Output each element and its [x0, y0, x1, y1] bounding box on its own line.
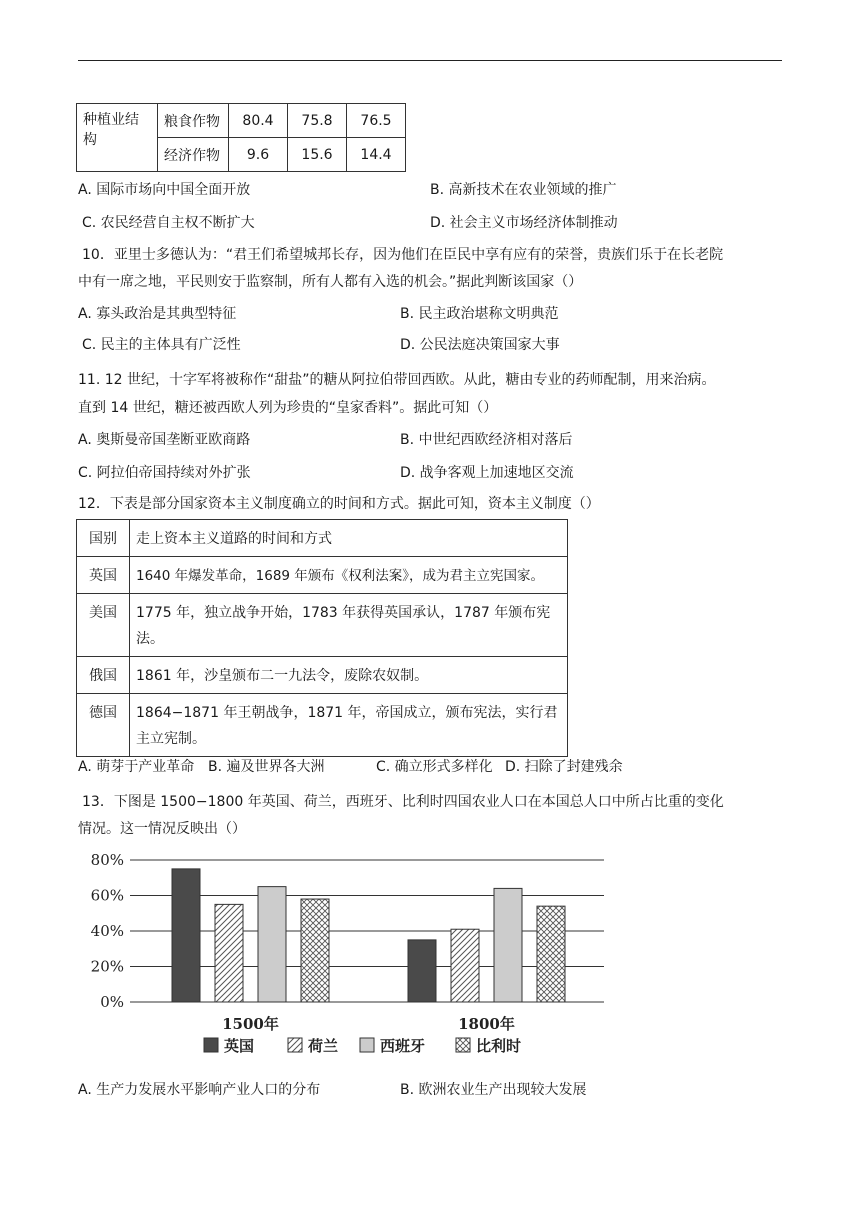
table-cell: 14.4: [347, 138, 406, 172]
table-cell: 9.6: [229, 138, 288, 172]
bar-西班牙-1800年: [494, 888, 522, 1002]
legend-label: 英国: [224, 1037, 255, 1055]
agricultural-population-chart: [76, 842, 636, 1072]
q12-option-b[interactable]: B. 遍及世界各大洲: [208, 759, 325, 775]
q11-option-c[interactable]: C. 阿拉伯帝国持续对外扩张: [78, 465, 251, 481]
bar-英国-1500年: [172, 869, 200, 1002]
y-tick-label: 0%: [100, 993, 124, 1011]
y-tick-label: 20%: [90, 957, 124, 976]
q10-option-c[interactable]: C. 民主的主体具有广泛性: [82, 337, 241, 353]
legend-label: 比利时: [476, 1037, 522, 1055]
q12-option-a[interactable]: A. 萌芽于产业革命: [78, 759, 195, 775]
table-row: [77, 657, 568, 694]
table-cell-desc: 1864−1871 年王朝战争，1871 年，帝国成立，颁布宪法，实行君主立宪制。: [130, 694, 568, 757]
table-row: [77, 694, 568, 757]
table-cell: 15.6: [288, 138, 347, 172]
table-cell-desc: 1861 年，沙皇颁布二一九法令，废除农奴制。: [130, 657, 568, 694]
q11-option-b[interactable]: B. 中世纪西欧经济相对落后: [400, 432, 573, 448]
table-head-cell: 种植业结构: [77, 104, 158, 172]
q12-option-d[interactable]: D. 扫除了封建残余: [505, 759, 623, 775]
q13-option-a[interactable]: A. 生产力发展水平影响产业人口的分布: [78, 1082, 321, 1098]
capitalism-table: [76, 519, 568, 757]
legend-swatch: [456, 1038, 470, 1052]
table-cell-country: 美国: [77, 594, 130, 657]
q9-option-b[interactable]: B. 高新技术在农业领域的推广: [430, 182, 617, 198]
table-cell: 76.5: [347, 104, 406, 138]
table-cell: 75.8: [288, 104, 347, 138]
table-cell-desc: 1775 年，独立战争开始，1783 年获得英国承认，1787 年颁布宪法。: [130, 594, 568, 657]
q12-stem: 12．下表是部分国家资本主义制度确立的时间和方式。据此可知，资本主义制度（）: [78, 496, 600, 512]
table-header-desc: 走上资本主义道路的时间和方式: [130, 520, 568, 557]
q10-stem-line2: 中有一席之地，平民则安于监察制，所有人都有入选的机会。”据此判断该国家（）: [78, 274, 583, 290]
legend-label: 西班牙: [380, 1037, 426, 1055]
q11-stem-line1: 11. 12 世纪，十字军将被称作“甜盐”的糖从阿拉伯带回西欧。从此，糖由专业的药师配制，用来治病。: [78, 372, 716, 388]
q10-stem-line1: 10．亚里士多德认为：“君王们希望城邦长存，因为他们在臣民中享有应有的荣誉，贵族们乐于在长老院: [82, 247, 724, 263]
bar-荷兰-1800年: [451, 929, 479, 1002]
q13-stem-line1: 13．下图是 1500−1800 年英国、荷兰，西班牙、比利时四国农业人口在本国总人口中所占比重的变化: [82, 794, 724, 810]
bar-比利时-1500年: [301, 899, 329, 1002]
table-cell-desc: 1640 年爆发革命，1689 年颁布《权利法案》，成为君主立宪国家。: [130, 557, 568, 594]
crop-label: 经济作物: [158, 138, 229, 172]
x-category-label: 1500年: [222, 1015, 279, 1033]
y-tick-label: 40%: [90, 922, 124, 940]
table-row: [77, 557, 568, 594]
bar-西班牙-1500年: [258, 887, 286, 1002]
q11-stem-line2: 直到 14 世纪，糖还被西欧人列为珍贵的“皇家香料”。据此可知（）: [78, 400, 498, 416]
y-tick-label: 60%: [90, 886, 124, 905]
q11-option-d[interactable]: D. 战争客观上加速地区交流: [400, 465, 574, 481]
y-tick-label: 80%: [90, 851, 124, 869]
header-rule: [78, 60, 782, 61]
table-cell-country: 俄国: [77, 657, 130, 694]
q10-option-d[interactable]: D. 公民法庭决策国家大事: [400, 337, 560, 353]
crop-structure-table: [76, 103, 406, 172]
q13-option-b[interactable]: B. 欧洲农业生产出现较大发展: [400, 1082, 587, 1098]
legend-swatch: [360, 1038, 374, 1052]
table-cell: 80.4: [229, 104, 288, 138]
bar-英国-1800年: [408, 940, 436, 1002]
x-category-label: 1800年: [458, 1015, 515, 1033]
q12-option-c[interactable]: C. 确立形式多样化: [376, 759, 493, 775]
table-cell-country: 英国: [77, 557, 130, 594]
legend-label: 荷兰: [308, 1037, 339, 1055]
q9-option-d[interactable]: D. 社会主义市场经济体制推动: [430, 215, 618, 231]
table-row: [77, 520, 568, 557]
q9-option-c[interactable]: C. 农民经营自主权不断扩大: [82, 215, 255, 231]
q10-option-a[interactable]: A. 寡头政治是其典型特征: [78, 306, 237, 322]
table-header-country: 国别: [77, 520, 130, 557]
bar-荷兰-1500年: [215, 904, 243, 1002]
q9-option-a[interactable]: A. 国际市场向中国全面开放: [78, 182, 251, 198]
legend-swatch: [288, 1038, 302, 1052]
q13-stem-line2: 情况。这一情况反映出（）: [78, 821, 246, 837]
legend-swatch: [204, 1038, 218, 1052]
q10-option-b[interactable]: B. 民主政治堪称文明典范: [400, 306, 559, 322]
table-cell-country: 德国: [77, 694, 130, 757]
bar-比利时-1800年: [537, 906, 565, 1002]
table-row: [77, 594, 568, 657]
table-row: [77, 104, 406, 138]
crop-label: 粮食作物: [158, 104, 229, 138]
q11-option-a[interactable]: A. 奥斯曼帝国垄断亚欧商路: [78, 432, 251, 448]
